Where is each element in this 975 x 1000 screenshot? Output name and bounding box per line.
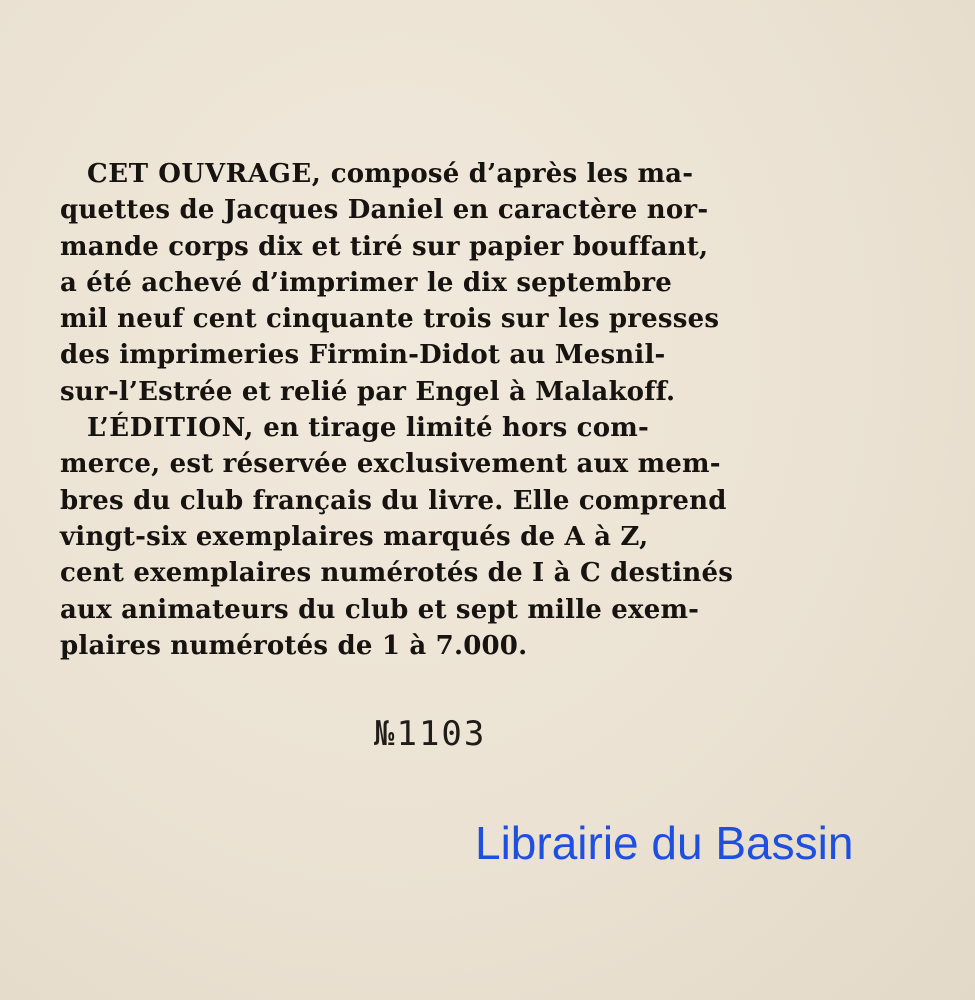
colophon-line: quettes de Jacques Daniel en caractère nor- [60, 195, 709, 226]
colophon-line: merce, est réservée exclusivement aux mem- [60, 449, 721, 480]
paragraph-lead: CET OUVRAGE, [87, 159, 322, 189]
copy-number-stamp: №1103 [374, 714, 487, 754]
colophon-line: plaires numérotés de 1 à 7.000. [60, 630, 528, 661]
colophon-line: vingt-six exemplaires marqués de A à Z, [60, 521, 649, 552]
colophon-line: bres du club français du livre. Elle comprend [60, 485, 727, 516]
paragraph-lead: L’ÉDITION, [87, 413, 254, 444]
colophon-line: CET OUVRAGE, composé d’après les ma- [87, 159, 694, 189]
colophon-line: des imprimeries Firmin-Didot au Mesnil- [60, 340, 666, 371]
colophon-line: L’ÉDITION, en tirage limité hors com- [87, 413, 649, 444]
colophon-line: a été achevé d’imprimer le dix septembre [60, 267, 672, 298]
colophon-line: mande corps dix et tiré sur papier bouffant, [60, 231, 709, 262]
colophon-line: sur-l’Estrée et relié par Engel à Malakoff. [60, 376, 676, 407]
bookseller-watermark: Librairie du Bassin [475, 817, 854, 869]
colophon-line: aux animateurs du club et sept mille exem- [60, 594, 700, 625]
colophon-text [60, 156, 810, 664]
colophon-line: cent exemplaires numérotés de I à C destinés [60, 558, 734, 589]
colophon-line: mil neuf cent cinquante trois sur les presses [60, 304, 720, 335]
